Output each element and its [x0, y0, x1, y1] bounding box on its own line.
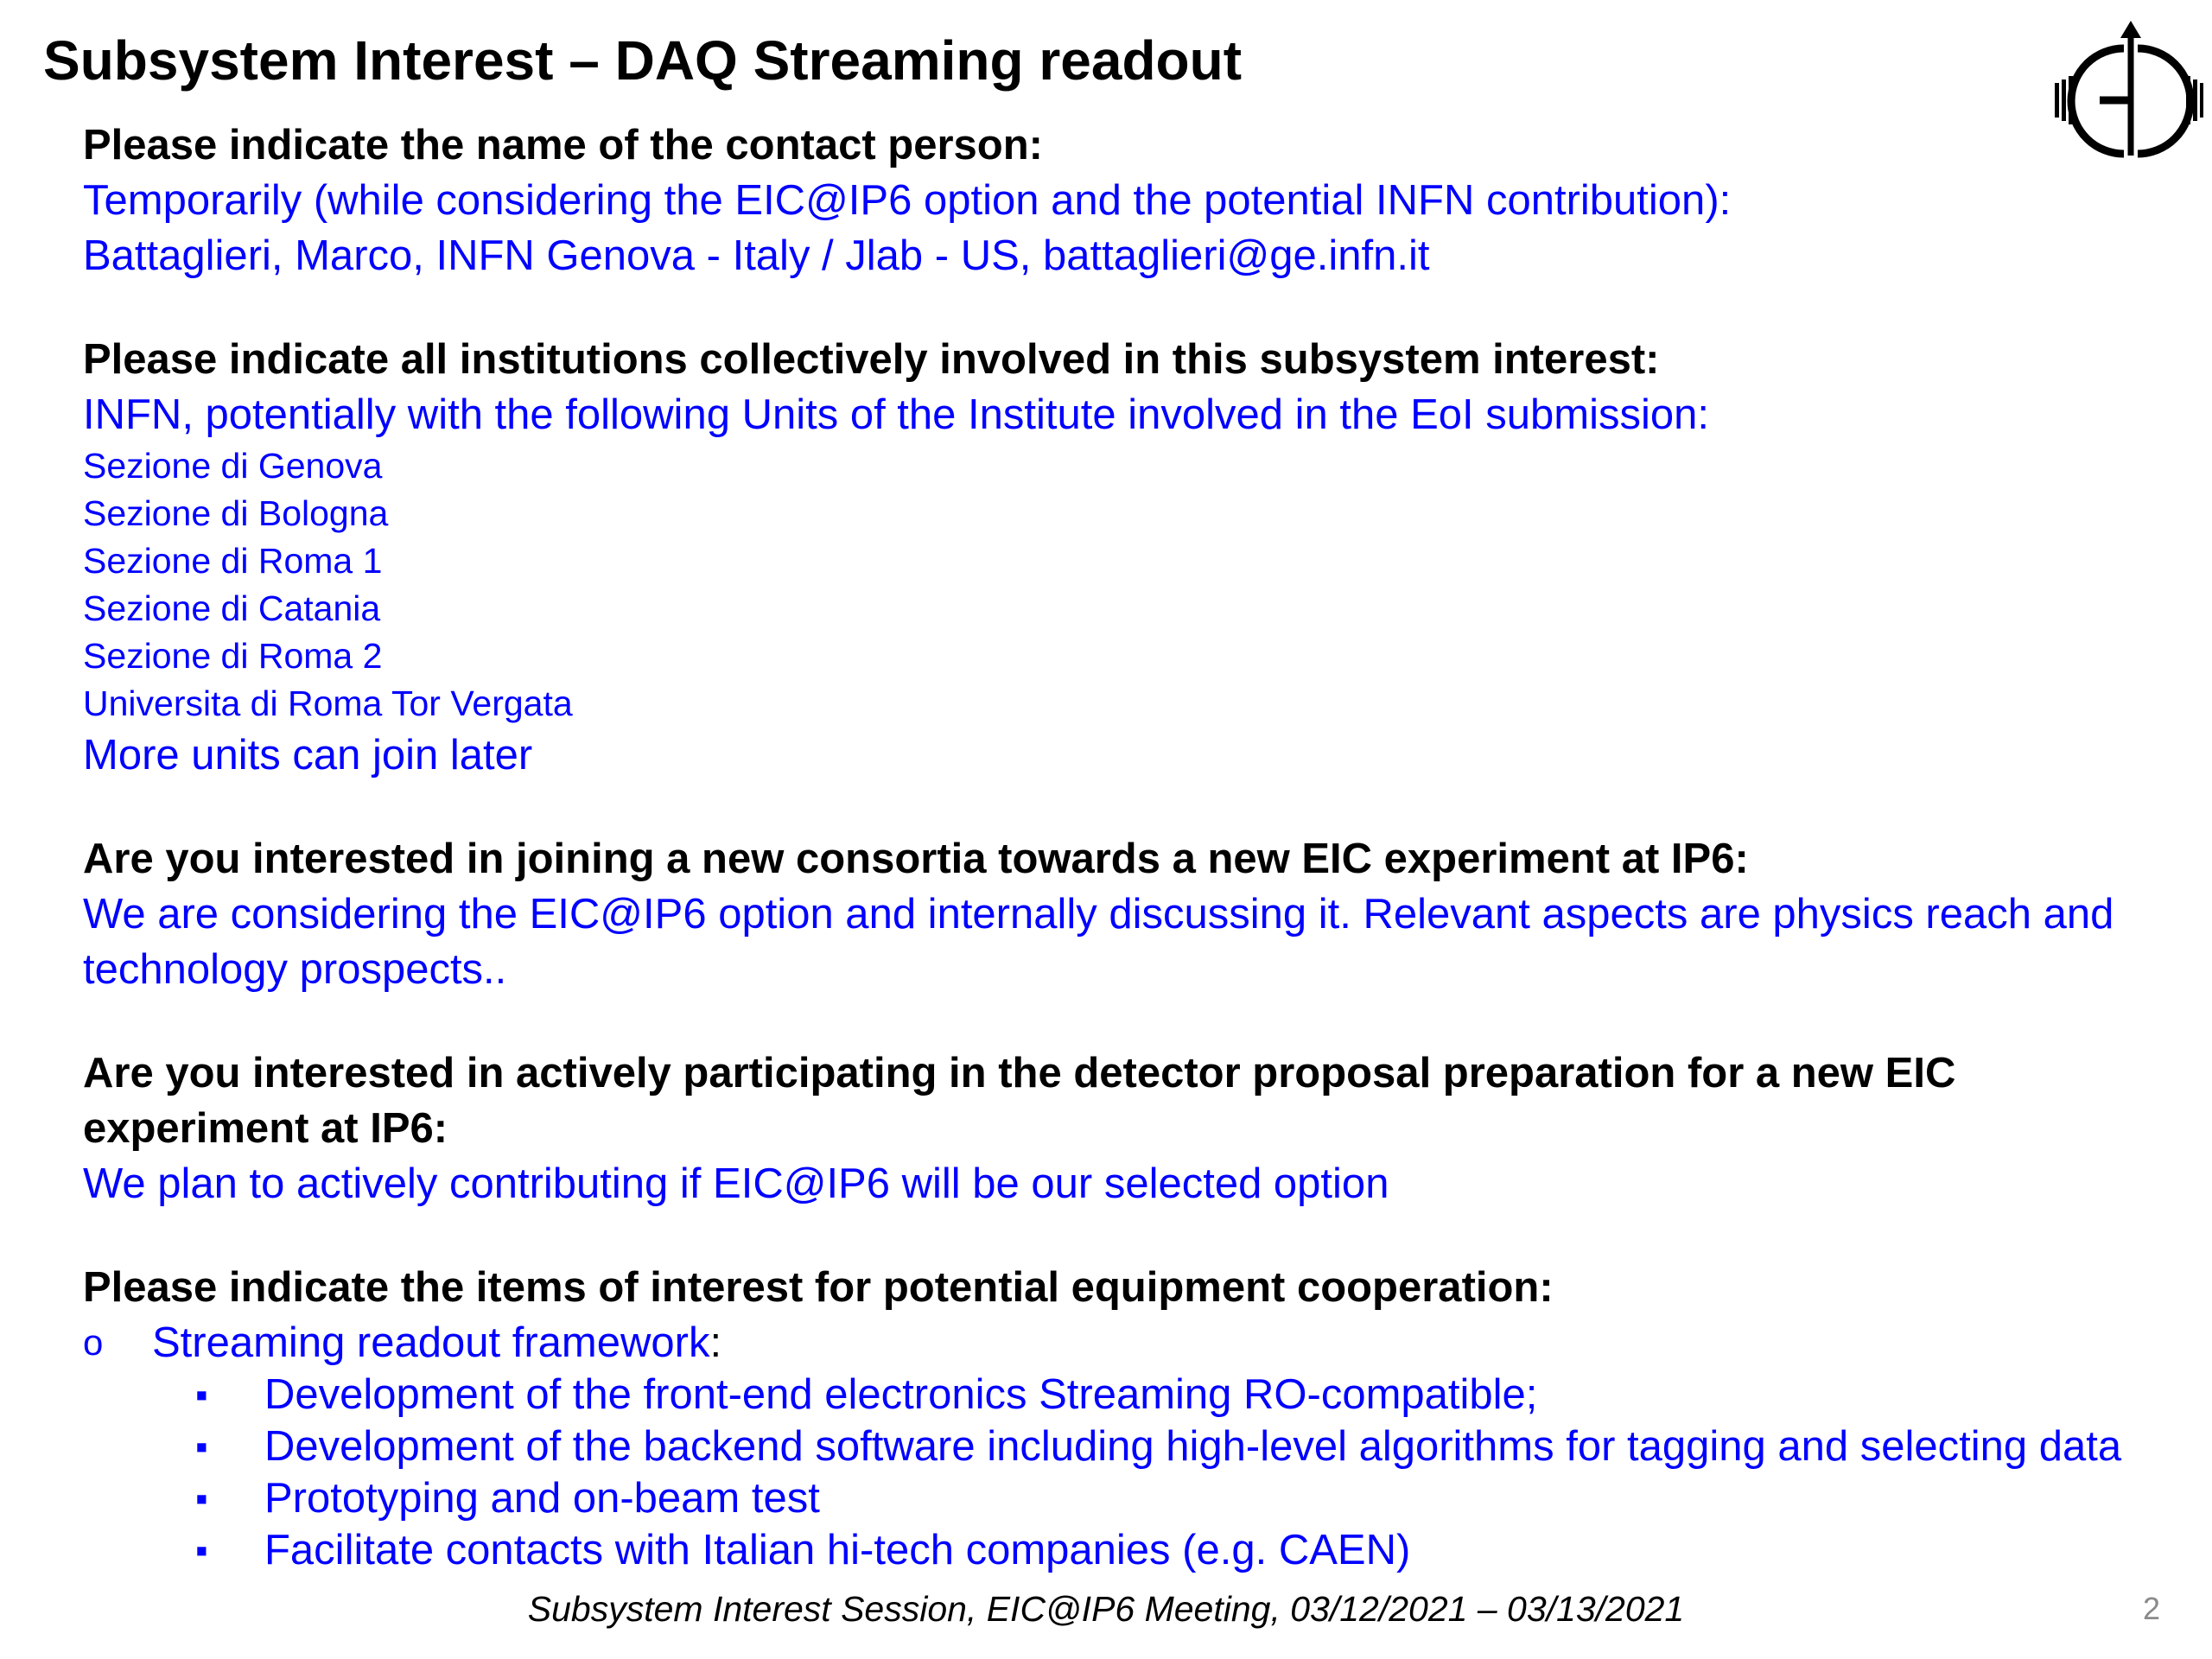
square-bullet: ▪ — [195, 1530, 208, 1570]
institution-unit: Sezione di Bologna — [83, 493, 389, 533]
circle-bullet: o — [83, 1322, 104, 1363]
contact-answer-line2: Battaglieri, Marco, INFN Genova - Italy / Jlab - US, battaglieri@ge.infn.it — [83, 232, 1430, 279]
institution-unit: Sezione di Genova — [83, 446, 383, 486]
institution-unit: Sezione di Catania — [83, 588, 381, 628]
streaming-framework-label: Streaming readout framework — [152, 1319, 710, 1366]
institutions-more: More units can join later — [83, 732, 533, 779]
contact-answer-line1: Temporarily (while considering the EIC@IP6 option and the potential INFN contribution): — [83, 177, 1732, 224]
proposal-question-line1: Are you interested in actively participating in the detector proposal preparation for a new EIC — [83, 1050, 1956, 1096]
consortia-answer-line2: technology prospects.. — [83, 946, 507, 993]
equipment-item: Prototyping and on-beam test — [264, 1475, 820, 1522]
equipment-item: Development of the front-end electronics Streaming RO-compatible; — [264, 1371, 1538, 1418]
institutions-intro: INFN, potentially with the following Units of the Institute involved in the EoI submission: — [83, 391, 1709, 438]
institutions-question: Please indicate all institutions collectively involved in this subsystem interest: — [83, 336, 1660, 383]
page-number: 2 — [2142, 1591, 2160, 1626]
slide-footer: Subsystem Interest Session, EIC@IP6 Meeting, 03/12/2021 – 03/13/2021 — [527, 1589, 1685, 1629]
institution-unit: Universita di Roma Tor Vergata — [83, 683, 573, 723]
slide-title: Subsystem Interest – DAQ Streaming readout — [43, 29, 1243, 92]
contact-question: Please indicate the name of the contact person: — [83, 122, 1043, 168]
equipment-item: Development of the backend software including high-level algorithms for tagging and selecting data — [264, 1423, 2122, 1470]
equipment-question: Please indicate the items of interest for potential equipment cooperation: — [83, 1264, 1554, 1311]
square-bullet: ▪ — [195, 1375, 208, 1414]
institution-unit: Sezione di Roma 2 — [83, 636, 383, 676]
proposal-answer: We plan to actively contributing if EIC@IP6 will be our selected option — [83, 1160, 1389, 1207]
streaming-framework-colon: : — [709, 1319, 722, 1366]
institution-unit: Sezione di Roma 1 — [83, 541, 383, 581]
consortia-answer-line1: We are considering the EIC@IP6 option and internally discussing it. Relevant aspects are physics reach and — [83, 891, 2114, 938]
eic-logo — [2048, 17, 2203, 164]
square-bullet: ▪ — [195, 1478, 208, 1518]
equipment-item: Facilitate contacts with Italian hi-tech companies (e.g. CAEN) — [264, 1527, 1411, 1573]
streaming-framework-item — [152, 1315, 721, 1370]
consortia-question: Are you interested in joining a new consortia towards a new EIC experiment at IP6: — [83, 836, 1749, 882]
square-bullet: ▪ — [195, 1427, 208, 1466]
proposal-question-line2: experiment at IP6: — [83, 1105, 448, 1152]
